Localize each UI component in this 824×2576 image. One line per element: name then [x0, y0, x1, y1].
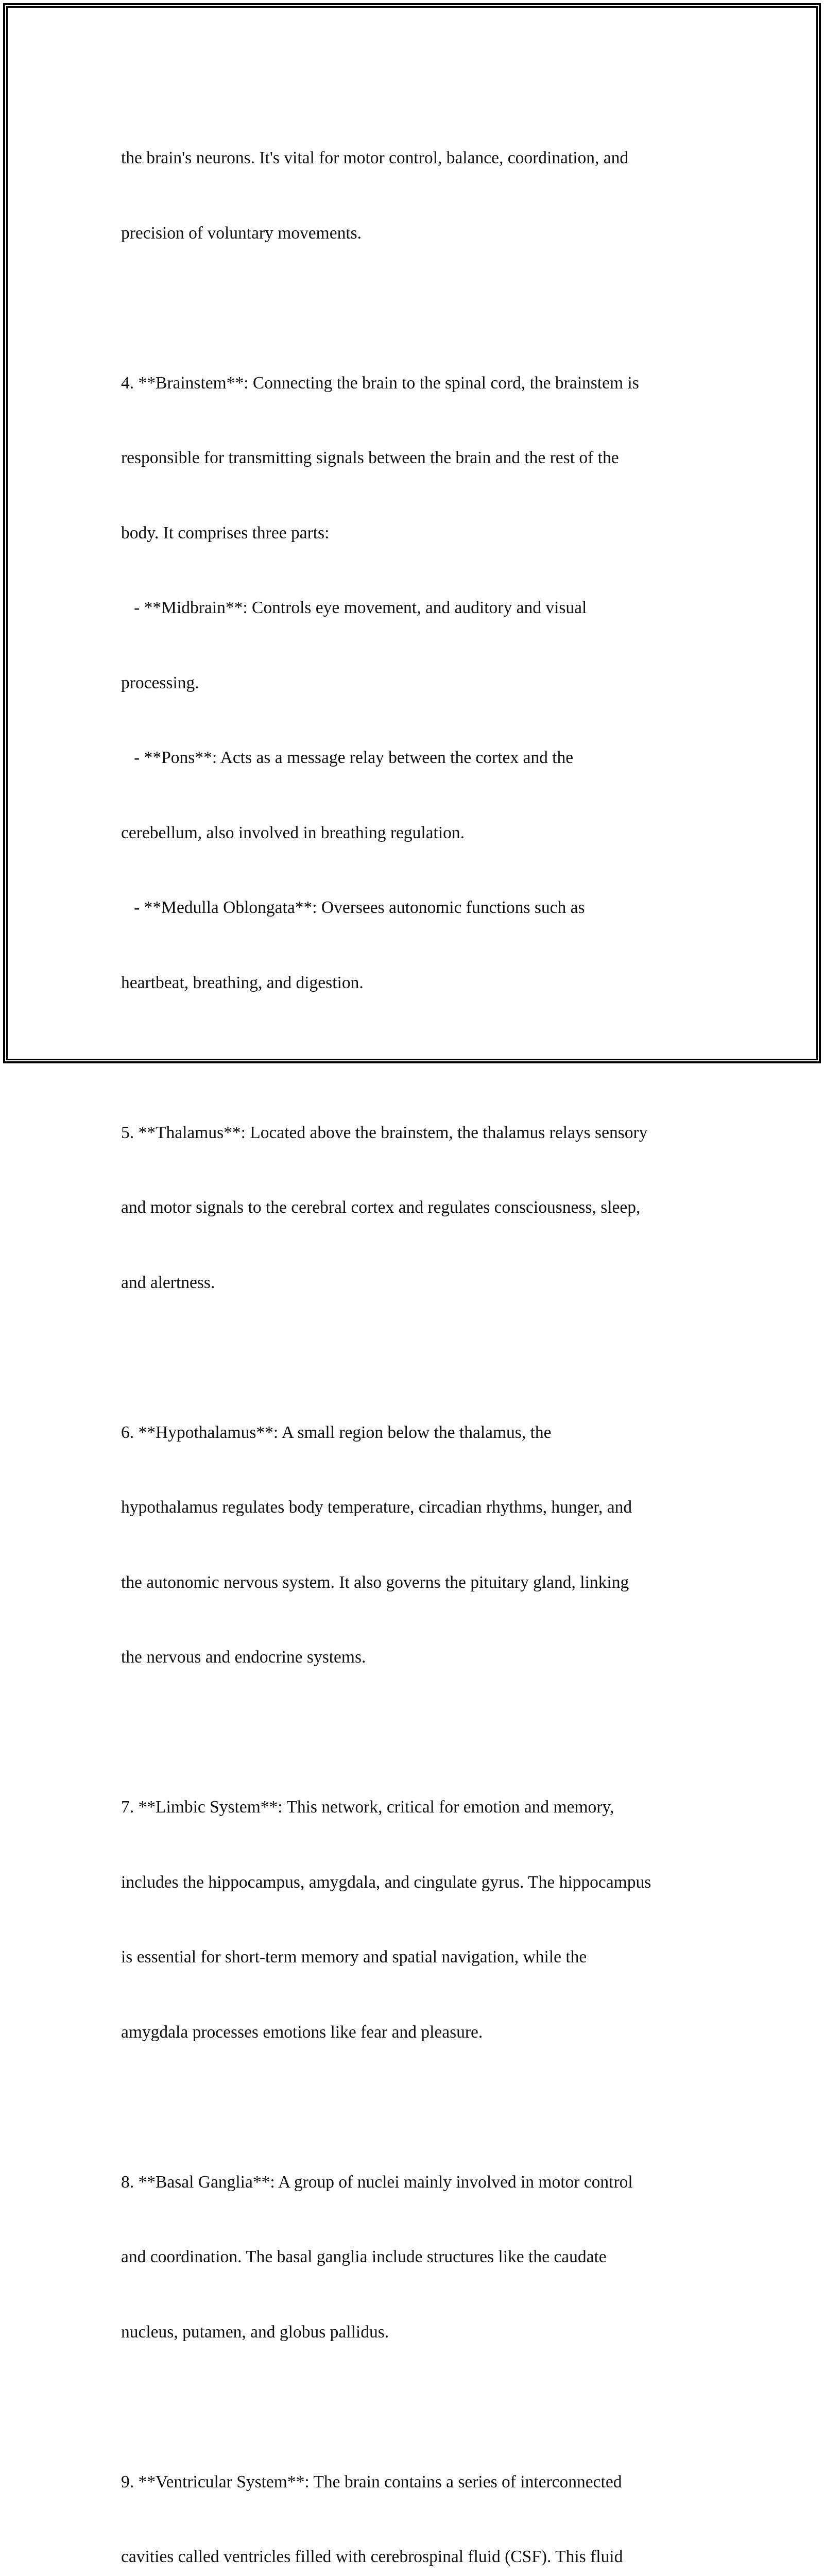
text-line: cavities called ventricles filled with cerebrospinal fluid (CSF). This fluid — [121, 2545, 718, 2570]
paragraph-hypothalamus — [121, 1370, 718, 1720]
list-item-midbrain: - **Midbrain**: Controls eye movement, and auditory and visual — [121, 596, 718, 621]
text-line: and alertness. — [121, 1270, 718, 1296]
text-line: the brain's neurons. It's vital for motor control, balance, coordination, and — [121, 146, 718, 171]
text-line: includes the hippocampus, amygdala, and cingulate gyrus. The hippocampus — [121, 1870, 718, 1895]
text-line: heartbeat, breathing, and digestion. — [121, 971, 718, 996]
text-line: cerebellum, also involved in breathing regulation. — [121, 821, 718, 846]
text-line: the autonomic nervous system. It also governs the pituitary gland, linking — [121, 1570, 718, 1596]
text-line: 4. **Brainstem**: Connecting the brain to the spinal cord, the brainstem is — [121, 371, 718, 396]
paragraph-cerebellum-continued — [121, 96, 718, 296]
paragraph-brainstem — [121, 321, 718, 1046]
text-line: and coordination. The basal ganglia include structures like the caudate — [121, 2245, 718, 2270]
paragraph-ventricular-system — [121, 2420, 718, 2576]
text-line: the nervous and endocrine systems. — [121, 1645, 718, 1670]
text-line: amygdala processes emotions like fear and pleasure. — [121, 2020, 718, 2045]
text-line: processing. — [121, 671, 718, 696]
text-line: and motor signals to the cerebral cortex and regulates consciousness, sleep, — [121, 1195, 718, 1221]
text-line: hypothalamus regulates body temperature, circadian rhythms, hunger, and — [121, 1495, 718, 1520]
list-item-medulla-oblongata: - **Medulla Oblongata**: Oversees autonomic functions such as — [121, 895, 718, 921]
list-item-pons: - **Pons**: Acts as a message relay between the cortex and the — [121, 745, 718, 771]
document-body — [121, 96, 718, 2576]
text-line: body. It comprises three parts: — [121, 521, 718, 546]
paragraph-thalamus — [121, 1071, 718, 1346]
text-line: 7. **Limbic System**: This network, critical for emotion and memory, — [121, 1795, 718, 1820]
text-line: 6. **Hypothalamus**: A small region below the thalamus, the — [121, 1420, 718, 1446]
text-line: is essential for short-term memory and spatial navigation, while the — [121, 1945, 718, 1970]
paragraph-basal-ganglia — [121, 2120, 718, 2395]
text-line: 9. **Ventricular System**: The brain contains a series of interconnected — [121, 2470, 718, 2495]
text-line: responsible for transmitting signals between the brain and the rest of the — [121, 446, 718, 471]
text-line: 8. **Basal Ganglia**: A group of nuclei mainly involved in motor control — [121, 2170, 718, 2195]
text-line: nucleus, putamen, and globus pallidus. — [121, 2320, 718, 2345]
text-line: 5. **Thalamus**: Located above the brainstem, the thalamus relays sensory — [121, 1121, 718, 1146]
paragraph-limbic-system — [121, 1745, 718, 2095]
text-line: precision of voluntary movements. — [121, 221, 718, 246]
